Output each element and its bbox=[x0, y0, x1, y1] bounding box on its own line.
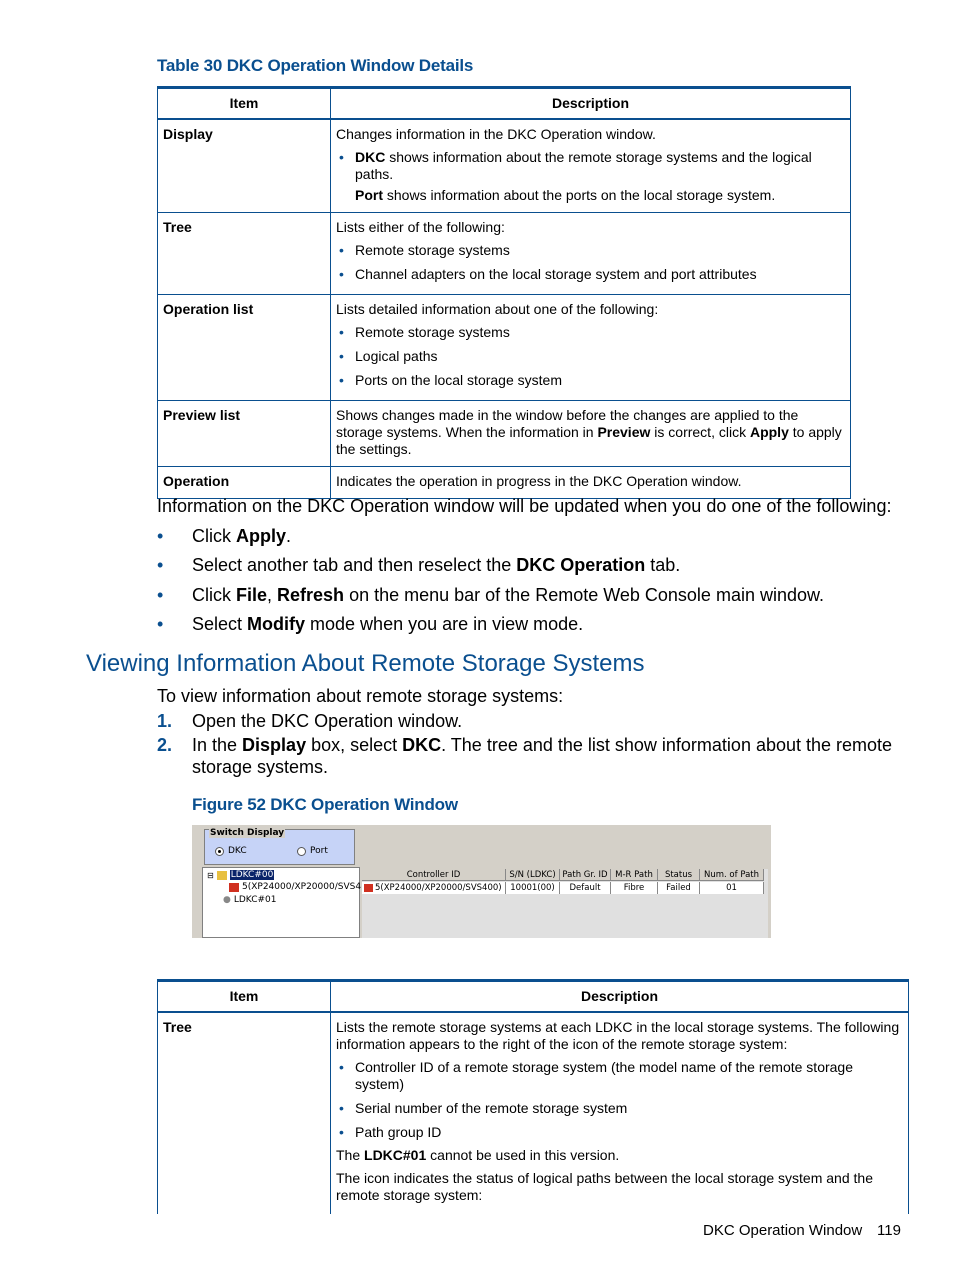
list-text: Select another tab and then reselect the DKC Operation tab. bbox=[192, 555, 681, 575]
header-item: Item bbox=[158, 981, 331, 1013]
tree-pane bbox=[202, 867, 360, 938]
tree-node-label: LDKC#01 bbox=[233, 895, 277, 905]
description-tree bbox=[331, 1012, 909, 1214]
item-display: Display bbox=[158, 119, 331, 213]
item-operation-list: Operation list bbox=[158, 295, 331, 401]
table-caption: Table 30 DKC Operation Window Details bbox=[157, 56, 474, 75]
remote-storage-icon bbox=[229, 883, 239, 892]
step-number: 1. bbox=[157, 711, 173, 731]
list-text: Select Modify mode when you are in view mode. bbox=[192, 614, 584, 634]
header-description: Description bbox=[331, 981, 909, 1013]
operation-list-pane bbox=[362, 869, 768, 938]
switch-display-title: Switch Display bbox=[210, 828, 285, 838]
cell-status: Failed bbox=[658, 882, 700, 894]
description-operation: Indicates the operation in progress in the DKC Operation window. bbox=[331, 467, 851, 499]
table-row bbox=[158, 119, 851, 213]
bullet-icon: • bbox=[157, 585, 164, 605]
cell-num-path: 01 bbox=[700, 882, 764, 894]
cell-serial: 10001(00) bbox=[506, 882, 560, 894]
description-operation-list bbox=[331, 295, 851, 401]
bullet-icon: • bbox=[157, 526, 164, 546]
item-tree: Tree bbox=[158, 213, 331, 295]
column-header[interactable]: M-R Path bbox=[611, 869, 658, 881]
tree-node-label: LDKC#00 bbox=[230, 870, 274, 880]
dkc-window-details-table bbox=[157, 86, 851, 499]
list-item: • Controller ID of a remote storage system (the model name of the remote storage system) bbox=[336, 1059, 903, 1093]
radio-unselected-icon bbox=[297, 847, 306, 856]
description-display bbox=[331, 119, 851, 213]
header-item: Item bbox=[158, 88, 331, 120]
bullet-list bbox=[336, 324, 845, 389]
cell-path-group: Default bbox=[560, 882, 611, 894]
radio-selected-icon bbox=[215, 847, 224, 856]
collapse-icon[interactable]: ⊟ bbox=[207, 870, 214, 880]
table-row bbox=[158, 401, 851, 467]
table-row[interactable] bbox=[362, 882, 764, 894]
bullet-icon: • bbox=[157, 614, 164, 634]
icon-note-paragraph: The icon indicates the status of logical paths between the local storage system and the remote storage system: bbox=[336, 1170, 873, 1203]
bullet-list bbox=[336, 1059, 903, 1141]
desc-text: is correct, click bbox=[650, 424, 750, 440]
description-tree bbox=[331, 213, 851, 295]
list-text: shows information about the remote storage systems and the logical paths. bbox=[355, 149, 812, 182]
step-text: Open the DKC Operation window. bbox=[192, 711, 463, 731]
column-header[interactable]: Status bbox=[658, 869, 700, 881]
page-number: 119 bbox=[877, 1222, 901, 1239]
section-heading: Viewing Information About Remote Storage Systems bbox=[86, 650, 645, 677]
bullet-list bbox=[336, 242, 845, 283]
desc-text: to apply the settings. bbox=[336, 424, 842, 457]
tree-node-remote-system[interactable] bbox=[229, 882, 361, 892]
step-text: In the Display box, select DKC. The tree and the list show information about the remote storage systems. bbox=[192, 735, 893, 777]
radio-port[interactable] bbox=[297, 846, 328, 856]
table-row bbox=[158, 467, 851, 499]
list-header bbox=[362, 869, 764, 881]
bullet-icon: • bbox=[157, 555, 164, 575]
item-tree: Tree bbox=[158, 1012, 331, 1214]
radio-dkc[interactable] bbox=[215, 846, 247, 856]
desc-text: Shows changes made in the window before the changes are applied to the storage systems. When the information in bbox=[336, 407, 799, 440]
table-row bbox=[158, 213, 851, 295]
table-header-row bbox=[158, 88, 851, 120]
list-item: • Remote storage systems bbox=[336, 324, 845, 341]
bold-term: Preview bbox=[597, 424, 651, 440]
cell-text: 5(XP24000/XP20000/SVS400) bbox=[375, 883, 502, 893]
list-text: Click Apply. bbox=[192, 526, 292, 546]
column-header[interactable]: Controller ID bbox=[362, 869, 506, 881]
list-text: shows information about the ports on the local storage system. bbox=[383, 187, 776, 203]
description-intro: Lists detailed information about one of the following: bbox=[336, 301, 659, 317]
bold-term: Apply bbox=[749, 424, 789, 440]
figure-caption: Figure 52 DKC Operation Window bbox=[192, 795, 458, 814]
dkc-operation-window-screenshot bbox=[192, 825, 771, 938]
tree-node-ldkc00[interactable] bbox=[207, 870, 274, 880]
bullet-list bbox=[336, 149, 845, 183]
item-operation: Operation bbox=[158, 467, 331, 499]
remote-storage-icon bbox=[364, 884, 373, 892]
list-item: • Path group ID bbox=[336, 1124, 903, 1141]
radio-label: DKC bbox=[228, 846, 247, 856]
switch-display-panel bbox=[204, 829, 355, 865]
sub-paragraph bbox=[336, 187, 845, 204]
folder-icon bbox=[217, 871, 227, 880]
header-description: Description bbox=[331, 88, 851, 120]
step-number: 2. bbox=[157, 735, 173, 755]
list-item: • Remote storage systems bbox=[336, 242, 845, 259]
table-row bbox=[158, 295, 851, 401]
description-intro: Lists either of the following: bbox=[336, 219, 505, 235]
cell-mr-path: Fibre bbox=[611, 882, 658, 894]
tree-node-label: 5(XP24000/XP20000/SVS4 bbox=[242, 882, 362, 892]
list-item: • Ports on the local storage system bbox=[336, 372, 845, 389]
bold-term: Port bbox=[355, 187, 383, 203]
cell-controller-id bbox=[362, 882, 506, 894]
list-item: • Channel adapters on the local storage system and port attributes bbox=[336, 266, 845, 283]
footer-title: DKC Operation Window bbox=[703, 1222, 863, 1239]
tree-node-ldkc01[interactable] bbox=[223, 895, 277, 905]
list-item: • Logical paths bbox=[336, 348, 845, 365]
info-paragraph: Information on the DKC Operation window will be updated when you do one of the following: bbox=[157, 496, 892, 516]
description-preview-list bbox=[331, 401, 851, 467]
tree-details-table bbox=[157, 979, 909, 1214]
section-intro: To view information about remote storage systems: bbox=[157, 686, 564, 706]
list-item bbox=[336, 149, 845, 183]
description-intro: Changes information in the DKC Operation window. bbox=[336, 126, 656, 142]
table-header-row bbox=[158, 981, 909, 1013]
column-header[interactable]: Num. of Path bbox=[700, 869, 764, 881]
item-preview-list: Preview list bbox=[158, 401, 331, 467]
radio-label: Port bbox=[310, 846, 328, 856]
list-text: Click File, Refresh on the menu bar of the Remote Web Console main window. bbox=[192, 585, 824, 605]
node-dot-icon: ● bbox=[223, 895, 231, 905]
note-paragraph: The LDKC#01 cannot be used in this version. bbox=[336, 1147, 620, 1163]
bold-term: DKC bbox=[355, 149, 386, 165]
list-item: • Serial number of the remote storage system bbox=[336, 1100, 903, 1117]
description-intro: Lists the remote storage systems at each LDKC in the local storage systems. The following information appears to the right of the icon of the remote storage system: bbox=[336, 1019, 900, 1052]
column-header[interactable]: Path Gr. ID bbox=[560, 869, 611, 881]
column-header[interactable]: S/N (LDKC) bbox=[506, 869, 560, 881]
table-row bbox=[158, 1012, 909, 1214]
